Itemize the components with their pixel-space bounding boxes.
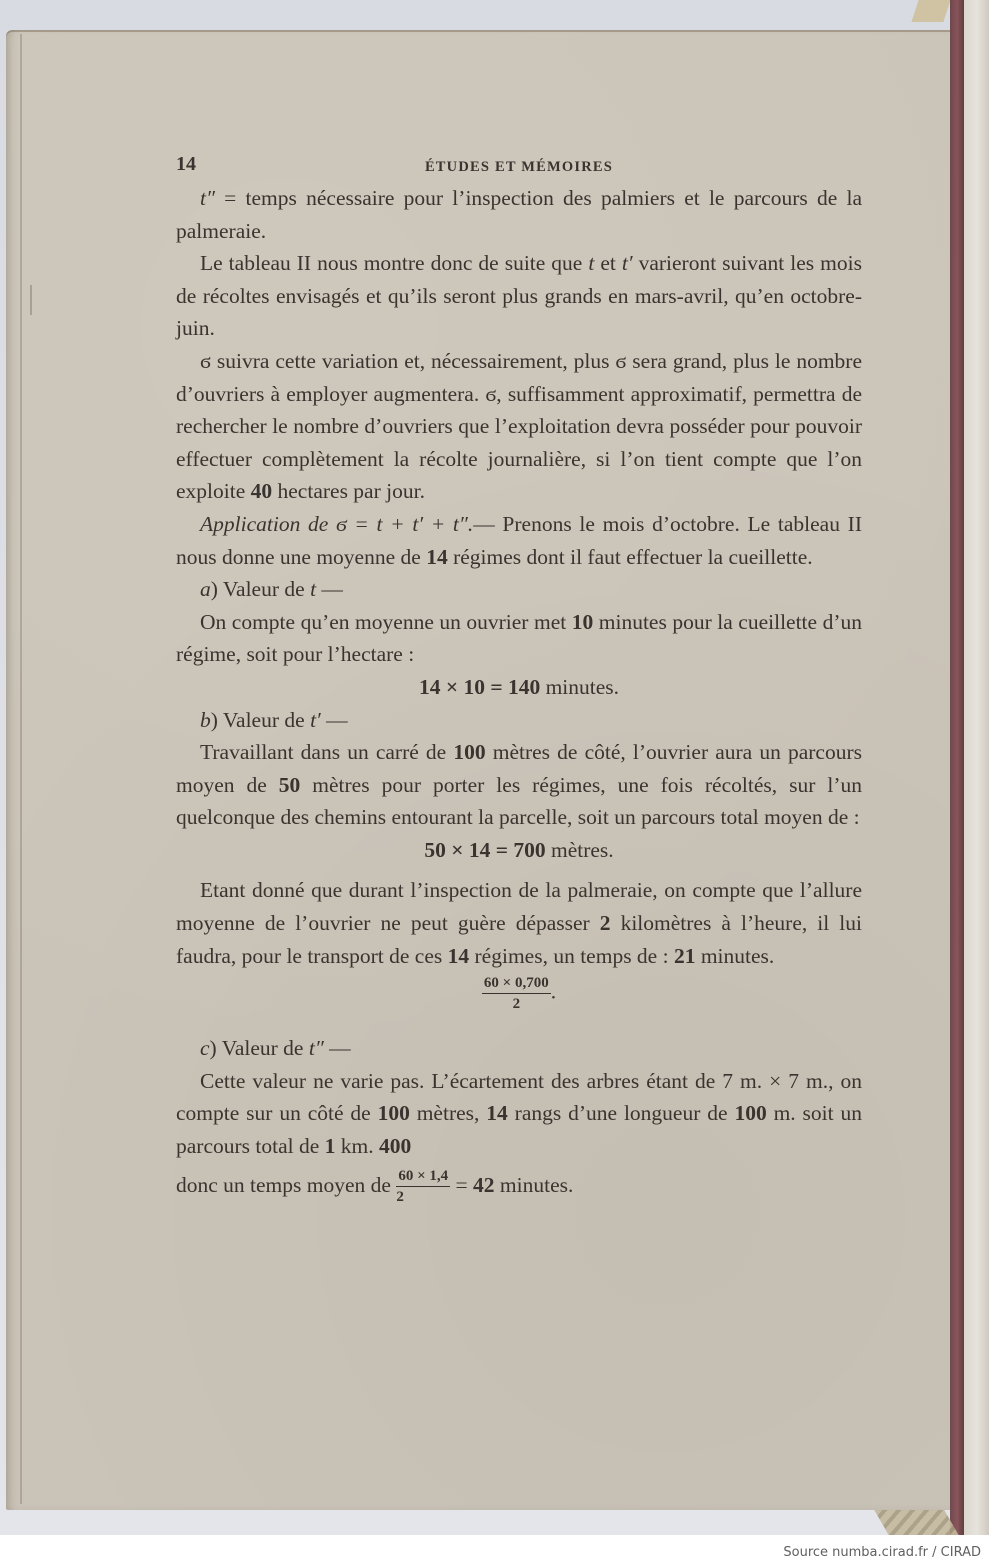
running-head: ÉTUDES ET MÉMOIRES — [424, 159, 614, 175]
source-caption: Source numba.cirad.fr / CIRAD — [783, 1545, 981, 1560]
paragraph-application: Application de ϭ = t + t′ + t″.— Prenons le mois d’octobre. Le tableau II nous donne une moyenne de 14 régimes dont il faut effectuer la cueillette. — [176, 511, 862, 569]
page-header — [176, 148, 862, 182]
paragraph-parcours: Travaillant dans un carré de 100 mètres de côté, l’ouvrier aura un parcours moyen de 50 mètres pour porter les régimes, une fois récoltés, sur l’un quelconque des chemins entourant la parcelle, soit un parcours total moyen de : — [176, 740, 862, 830]
equation-700-metres: 50 × 14 = 700 mètres. — [424, 837, 614, 862]
fraction-denominator: 2 — [396, 1189, 404, 1206]
equation-fraction-transport: $\frac{60 \times 0,700}{2}$ . — [483, 975, 557, 1013]
paragraph-temps-moyen: donc un temps moyen de $\frac{60 \times 1,4}{2}$ = 42 minutes. — [176, 1168, 574, 1206]
application-heading: Application de ϭ = t + t′ + t″. — [200, 511, 474, 536]
paragraph-variation: ϭ suivra cette variation et, nécessairement, plus ϭ sera grand, plus le nombre d’ouvriers à employer augmentera. ϭ, suffisamment approximatif, permettra de rechercher le nombre d’ouvriers que l’exploitation devra posséder pour pouvoir effectuer complètement la récolte journalière, si l’on tient compte que l’on exploite 40 hectares par jour. — [176, 348, 862, 504]
fraction-numerator: 60 × 0,700 — [482, 974, 551, 994]
section-heading-c: c) Valeur de t″ — — [200, 1036, 351, 1061]
book-cover-edge — [950, 0, 964, 1535]
paragraph-definition-t-double-prime: t″ = temps nécessaire pour l’inspection des palmiers et le parcours de la palmeraie. — [176, 186, 862, 243]
section-heading-b: b) Valeur de t′ — — [200, 707, 348, 732]
paragraph-ecartement: Cette valeur ne varie pas. L’écartement des arbres étant de 7 m. × 7 m., on compte sur un côté de 100 mètres, 14 rangs d’une longueur de 100 m. soit un parcours total de 1 km. 400 — [176, 1068, 862, 1159]
section-heading-a: a) Valeur de t — — [200, 577, 343, 602]
tau-symbol: ϭ — [200, 348, 211, 373]
paragraph-tableau-ii: Le tableau II nous montre donc de suite que t et t′ varieront suivant les mois de récoltes envisagés et qu’ils seront plus grands en mars-avril, qu’en octobre-juin. — [176, 251, 862, 341]
paragraph-transport: Etant donné que durant l’inspection de la palmeraie, on compte que l’allure moyenne de l’ouvrier ne peut guère dépasser 2 kilomètres à l’heure, il lui faudra, pour le transport de ces 14 régimes, un temps de : 21 minutes. — [176, 878, 862, 968]
fraction — [396, 1167, 450, 1206]
variable: t — [588, 251, 595, 276]
margin-mark — [30, 285, 32, 315]
tau-symbol: ϭ — [485, 381, 497, 406]
fraction-denominator: 2 — [512, 996, 521, 1013]
page-number: 14 — [176, 153, 196, 175]
fraction — [482, 974, 551, 1013]
paragraph-cueillette: On compte qu’en moyenne un ouvrier met 10 minutes pour la cueillette d’un régime, soit pour l’hectare : — [176, 609, 862, 667]
fraction-numerator: 60 × 1,4 — [396, 1167, 450, 1187]
page-gutter-line — [20, 34, 22, 1504]
variable: t′ — [621, 251, 633, 276]
tau-symbol: ϭ — [615, 348, 627, 373]
page-text — [176, 148, 862, 1207]
equation-140-minutes: 14 × 10 = 140 minutes. — [418, 674, 620, 699]
variable: t″ — [200, 186, 215, 210]
